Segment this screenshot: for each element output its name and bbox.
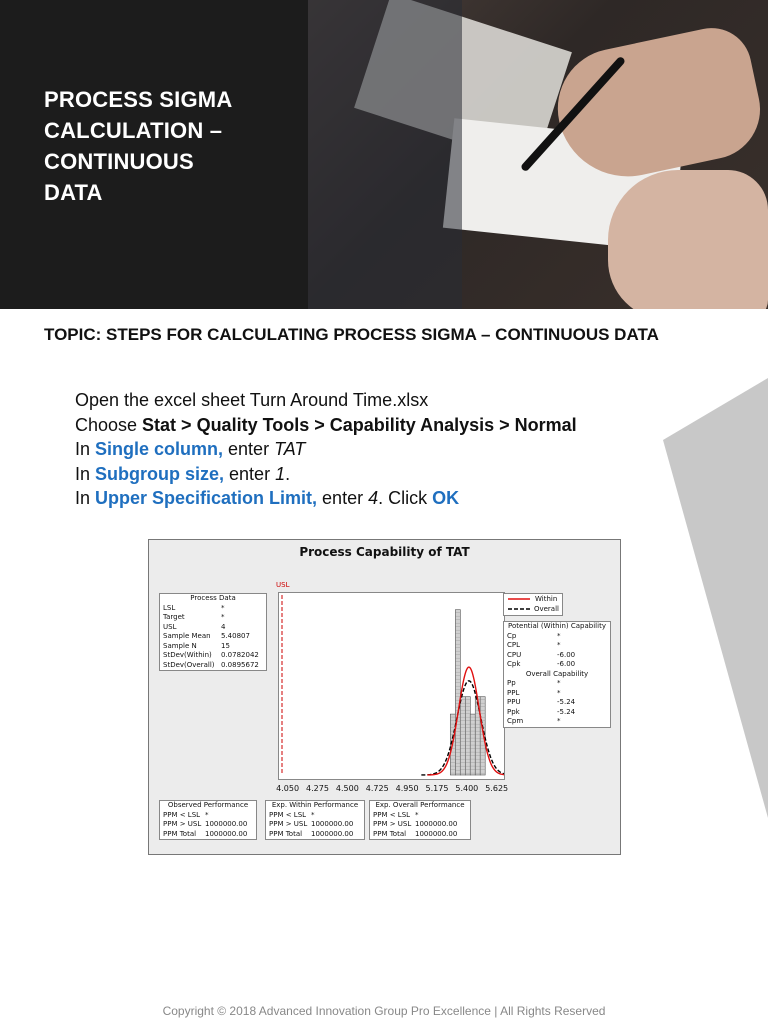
histogram-svg — [279, 593, 504, 779]
capability-report — [148, 539, 621, 855]
stat-key: PPM Total — [163, 829, 197, 838]
step-line — [75, 486, 577, 511]
stat-row — [160, 820, 256, 830]
stat-row — [266, 811, 364, 821]
legend-overall — [507, 605, 559, 615]
legend-label: Overall — [533, 604, 559, 613]
stat-key: PPM Total — [269, 829, 303, 838]
x-tick-label: 4.725 — [365, 784, 389, 793]
photo-hand — [608, 170, 768, 309]
photo-shade — [308, 0, 462, 309]
title-line: CALCULATION – — [44, 118, 223, 143]
stat-value: * — [221, 613, 225, 621]
stat-value: * — [221, 603, 225, 612]
step-text: . — [285, 463, 291, 484]
stat-key: Sample Mean — [163, 632, 211, 640]
hero-photo — [308, 0, 768, 309]
stat-key: Ppk — [507, 707, 520, 716]
stat-value: 1000000.00 — [415, 829, 458, 838]
step-line — [75, 413, 577, 438]
stat-key: Cp — [507, 631, 517, 640]
stat-value: -5.24 — [557, 707, 576, 716]
stat-row — [504, 651, 610, 661]
field-name: Subgroup size, — [95, 463, 225, 484]
stat-row — [160, 613, 266, 623]
x-tick-label: 4.950 — [395, 784, 419, 793]
stat-value: 1000000.00 — [311, 820, 354, 828]
stat-value: 5.40807 — [221, 632, 250, 640]
stat-row — [160, 623, 266, 633]
step-text: In — [75, 439, 96, 459]
exp-overall-performance-box — [369, 800, 471, 840]
stat-key: CPU — [507, 650, 522, 659]
stat-value: * — [557, 631, 561, 640]
stat-row — [504, 717, 610, 727]
stat-row — [160, 632, 266, 642]
stat-row — [160, 642, 266, 652]
stat-value: -5.24 — [557, 698, 576, 706]
stat-value: * — [557, 641, 561, 649]
stat-value: -6.00 — [557, 650, 576, 659]
observed-performance-box — [159, 800, 257, 840]
stat-key: StDev(Within) — [163, 651, 212, 659]
stat-row — [504, 708, 610, 718]
stat-key: Pp — [507, 679, 516, 687]
x-tick-label: 5.175 — [425, 784, 449, 793]
exp-within-performance-box — [265, 800, 365, 840]
legend-label: Within — [535, 595, 558, 603]
stat-key: Cpk — [507, 660, 521, 668]
page-title — [44, 84, 284, 208]
step-text: Open the excel sheet Turn Around Time.xlsx — [75, 390, 429, 410]
stat-row — [266, 820, 364, 830]
stat-key: StDev(Overall) — [163, 660, 215, 669]
stat-value: * — [557, 679, 561, 687]
box-rows — [266, 811, 364, 840]
field-value: TAT — [274, 439, 306, 459]
footer-copyright: Copyright © 2018 Advanced Innovation Group Pro Excellence | All Rights Reserved — [162, 1004, 606, 1018]
box-header: Overall Capability — [525, 669, 589, 678]
histogram-bar — [480, 697, 485, 775]
x-tick-label: 4.500 — [335, 784, 359, 793]
box-rows — [504, 632, 610, 670]
stat-row — [160, 830, 256, 840]
stat-key: USL — [163, 622, 177, 631]
stat-row — [160, 661, 266, 671]
step-text: . Click — [378, 488, 433, 508]
usl-label: USL — [276, 581, 290, 589]
report-title: Process Capability of TAT — [299, 545, 470, 559]
stat-value: * — [415, 810, 419, 819]
stat-key: Sample N — [163, 641, 197, 650]
stat-key: PPM Total — [373, 829, 407, 838]
stat-key: PPM < LSL — [163, 810, 201, 819]
stat-key: PPU — [507, 698, 521, 706]
stat-row — [504, 698, 610, 708]
decorative-triangle — [663, 378, 768, 818]
field-name: Single column, — [95, 439, 224, 459]
box-rows — [160, 811, 256, 840]
within-line-icon — [507, 595, 531, 603]
stat-key: LSL — [163, 603, 176, 612]
field-value: 1 — [275, 463, 286, 484]
x-axis-ticks — [269, 780, 519, 796]
hero-banner — [0, 0, 768, 309]
stat-key: PPM < LSL — [373, 810, 411, 819]
box-rows — [370, 811, 470, 840]
stat-row — [370, 820, 470, 830]
step-text: enter — [223, 439, 275, 459]
step-line — [75, 437, 577, 462]
menu-path: Stat > Quality Tools > Capability Analysis > Normal — [142, 414, 577, 435]
histogram-bar — [470, 714, 475, 775]
histogram-bar — [460, 697, 465, 775]
stat-value: * — [557, 717, 561, 725]
stat-row — [160, 604, 266, 614]
stat-row — [266, 830, 364, 840]
stat-value: 4 — [221, 622, 226, 631]
stat-key: Cpm — [507, 717, 524, 725]
stat-value: -6.00 — [557, 660, 576, 668]
stat-row — [504, 641, 610, 651]
stat-row — [504, 679, 610, 689]
step-text: enter — [224, 463, 276, 484]
legend-within — [507, 595, 559, 605]
title-line: DATA — [44, 180, 103, 205]
stat-key: Target — [163, 613, 185, 621]
box-header: Potential (Within) Capability — [508, 622, 606, 630]
stat-row — [160, 811, 256, 821]
stat-value: 15 — [221, 641, 230, 650]
box-header: Observed Performance — [167, 801, 249, 809]
step-line — [75, 462, 577, 487]
stat-key: PPM > USL — [269, 820, 308, 828]
step-text: enter — [317, 488, 369, 508]
x-tick-label: 5.625 — [485, 784, 509, 793]
histogram-bar — [465, 697, 470, 775]
stat-value: * — [205, 810, 209, 819]
box-header: Exp. Within Performance — [271, 801, 359, 809]
histogram-plot — [278, 592, 505, 780]
step-text: Choose — [75, 414, 143, 435]
stat-key: CPL — [507, 641, 521, 649]
legend-box — [503, 593, 563, 616]
x-tick-label: 5.400 — [455, 784, 479, 793]
stat-value: 0.0782042 — [221, 651, 259, 659]
overall-dash-icon — [507, 605, 530, 613]
box-header: Process Data — [190, 594, 236, 602]
step-text: In — [75, 488, 96, 508]
stat-value: 1000000.00 — [311, 829, 354, 838]
stat-key: PPL — [507, 688, 520, 697]
box-rows — [504, 679, 610, 727]
box-rows — [160, 604, 266, 671]
topic-heading: TOPIC: STEPS FOR CALCULATING PROCESS SIGMA – CONTINUOUS DATA — [44, 325, 659, 344]
box-header: Exp. Overall Performance — [375, 801, 465, 809]
stat-value: * — [311, 810, 315, 819]
stat-value: 1000000.00 — [415, 820, 458, 828]
capability-box — [503, 621, 611, 728]
stat-value: 0.0895672 — [221, 660, 259, 669]
steps-list — [75, 388, 577, 511]
step-line — [75, 388, 577, 413]
stat-key: PPM > USL — [373, 820, 412, 828]
stat-row — [370, 811, 470, 821]
title-line: CONTINUOUS — [44, 149, 194, 174]
stat-value: 1000000.00 — [205, 829, 248, 838]
process-data-box — [159, 593, 267, 671]
stat-value: 1000000.00 — [205, 820, 248, 828]
field-name: Upper Specification Limit, — [95, 488, 318, 508]
stat-key: PPM < LSL — [269, 810, 307, 819]
stat-row — [370, 830, 470, 840]
histogram-bar — [455, 610, 460, 775]
x-tick-label: 4.275 — [306, 784, 329, 793]
stat-row — [504, 689, 610, 699]
stat-row — [504, 632, 610, 642]
stat-row — [160, 651, 266, 661]
step-text: In — [75, 463, 96, 484]
x-tick-label: 4.050 — [276, 784, 300, 793]
stat-value: * — [557, 688, 561, 697]
stat-key: PPM > USL — [163, 820, 202, 828]
title-line: PROCESS SIGMA — [44, 87, 233, 112]
field-value: 4 — [368, 488, 379, 508]
stat-row — [504, 660, 610, 670]
ok-label: OK — [432, 488, 460, 508]
